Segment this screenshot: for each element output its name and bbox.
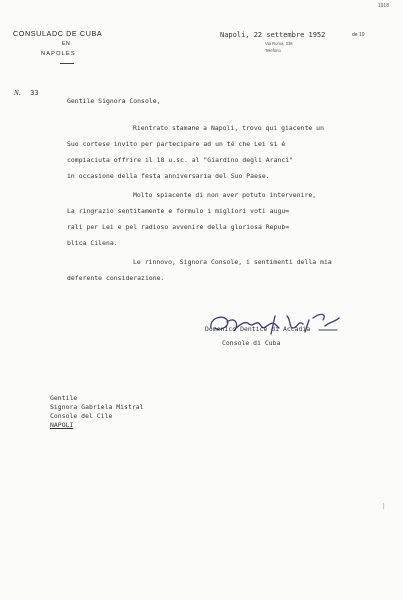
letterhead-consulate: CONSULADC DE CUBA bbox=[13, 29, 103, 38]
body-line: in occasione della festa anniversaria del Suo Paese. bbox=[67, 172, 270, 180]
date-suffix: de 19 bbox=[352, 32, 365, 38]
body-line: La ringrazio sentitamente e formulo i migliori voti augu= bbox=[67, 207, 290, 215]
recipient-name: Signora Gabriela Mistral bbox=[50, 403, 144, 411]
archive-number: 1918 bbox=[377, 3, 389, 9]
margin-mark: | bbox=[382, 503, 386, 510]
recipient-title: Console del Cile bbox=[50, 412, 113, 420]
signature-name: Domenico Dentice di Accadia bbox=[205, 325, 311, 333]
body-line: Rientrato stamane a Napoli, trovo qui giacente un bbox=[133, 124, 324, 132]
body-line: compiaciuta offrire il 18 u.sc. al "Giardino degli Aranci" bbox=[67, 156, 294, 164]
recipient-line: Gentile bbox=[50, 394, 78, 402]
letterhead-rule bbox=[60, 63, 74, 64]
date-line: Napoli, 22 settembre 1952 bbox=[220, 31, 326, 39]
letterhead-en: EN bbox=[62, 41, 71, 47]
body-line: blica Cilena. bbox=[67, 239, 118, 247]
reference-value: 33 bbox=[30, 89, 39, 97]
consulate-telephone: Telefono bbox=[265, 48, 281, 53]
body-line: Suo cortese invito per partecipare ad un té che Lei si é bbox=[67, 140, 286, 148]
letterhead-city: NAPOLES bbox=[41, 51, 76, 57]
recipient-city: NAPOLI bbox=[50, 421, 74, 429]
consulate-address: Via Roma, 336 bbox=[265, 41, 293, 46]
reference-number bbox=[14, 80, 39, 99]
body-line: deferente considerazione. bbox=[67, 274, 165, 282]
handwritten-signature bbox=[205, 310, 345, 338]
body-line: rali per Lei e pel radioso avvenire della gloriosa Repub= bbox=[67, 223, 290, 231]
signature-title: Console di Cuba bbox=[222, 339, 281, 347]
salutation: Gentile Signora Console, bbox=[67, 97, 161, 105]
reference-prefix: N. bbox=[14, 89, 21, 97]
body-line: Le rinnovo, Signora Console, i sentimenti della mia bbox=[133, 258, 332, 266]
body-line: Molto spiacente di non aver potuto intervenire, bbox=[133, 191, 317, 199]
